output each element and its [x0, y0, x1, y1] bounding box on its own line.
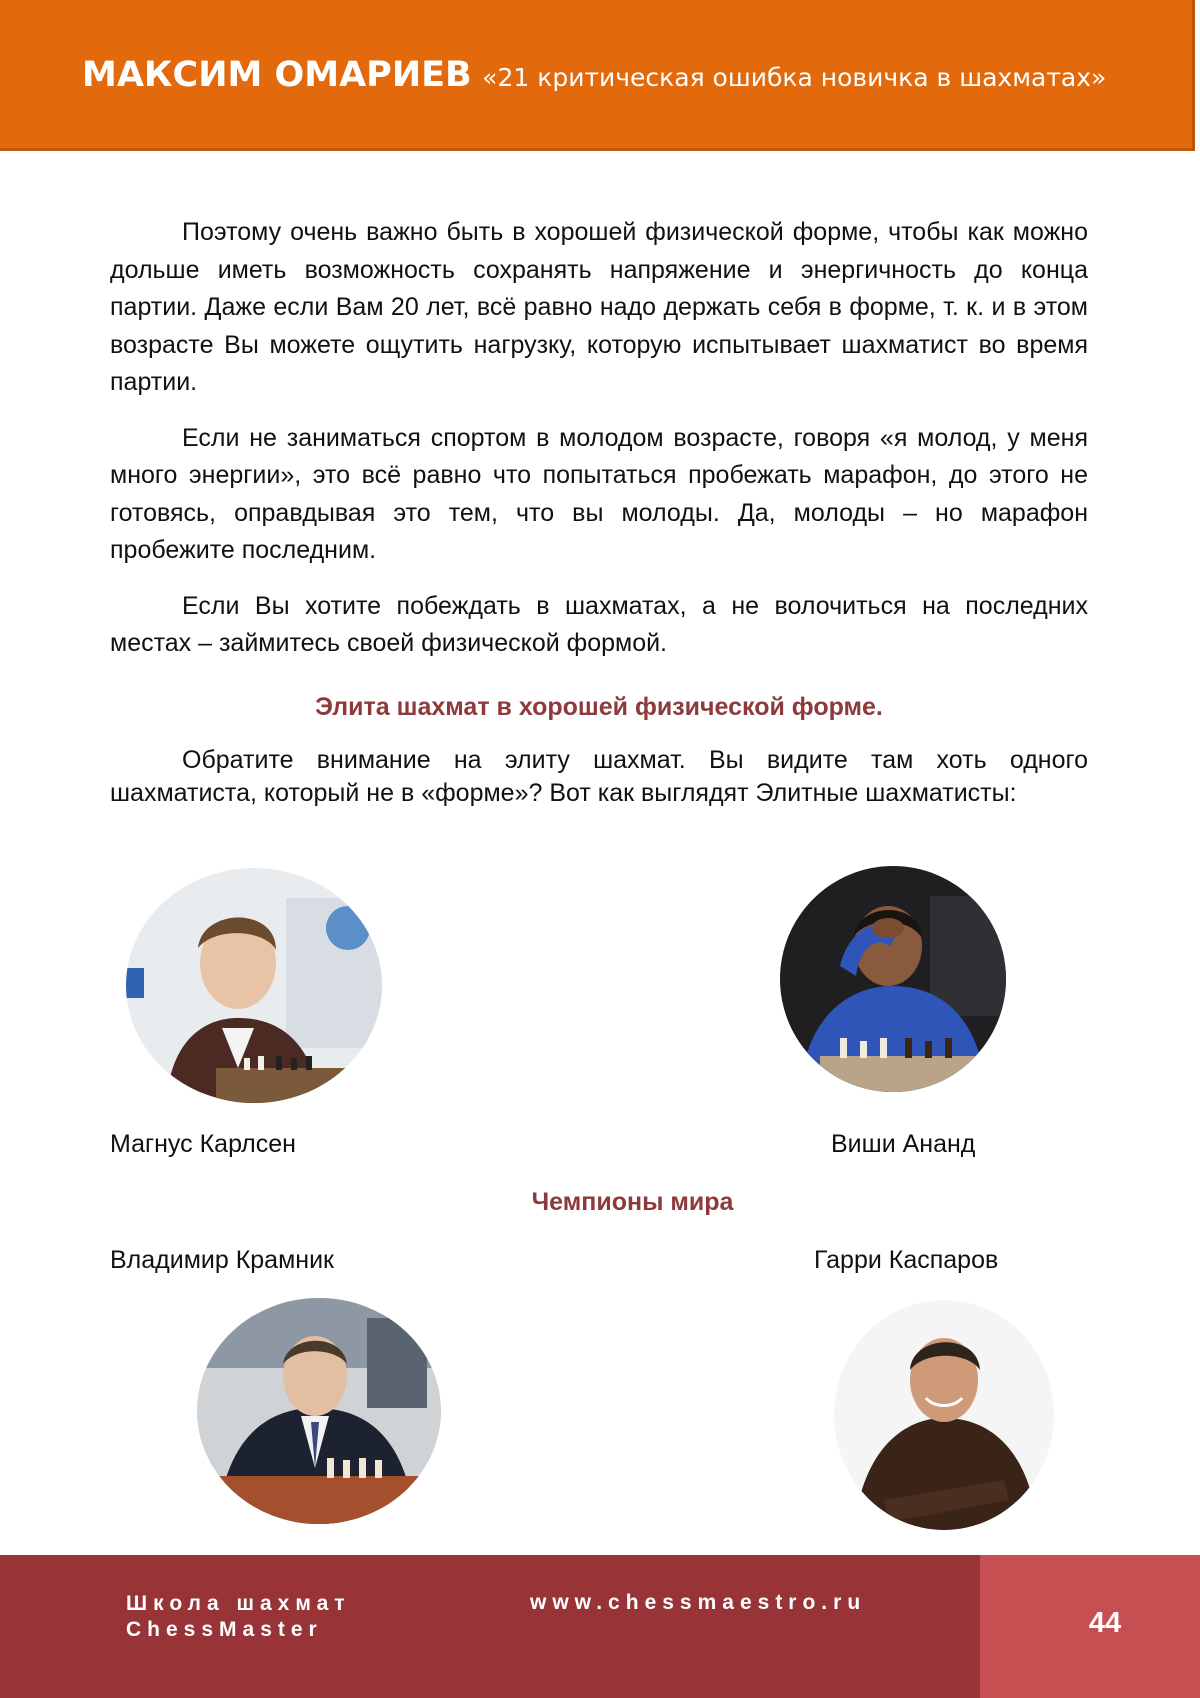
page-number: 44 — [1088, 1607, 1122, 1639]
body-text — [110, 214, 1088, 828]
kasparov-photo — [834, 1300, 1054, 1530]
carlsen-photo — [126, 868, 382, 1103]
school-name: Школа шахмат — [126, 1592, 351, 1615]
footer-school — [126, 1591, 351, 1643]
caption-kasparov: Гарри Каспаров — [814, 1246, 999, 1274]
footer-website-link[interactable]: www.chessmaestro.ru — [530, 1591, 867, 1614]
paragraph-win: Если Вы хотите побеждать в шахматах, а не волочиться на последних местах – займитесь своей физической формой. — [110, 591, 1088, 657]
kramnik-photo — [197, 1298, 441, 1524]
school-brand: ChessMaster — [126, 1618, 323, 1641]
author-name: МАКСИМ ОМАРИЕВ — [82, 55, 472, 95]
caption-kramnik: Владимир Крамник — [110, 1246, 334, 1274]
book-title: «21 критическая ошибка новичка в шахматах» — [482, 63, 1107, 92]
paragraph-marathon: Если не заниматься спортом в молодом возрасте, говоря «я молод, у меня много энергии», это всё равно что попытаться пробежать марафон, до этого не готовясь, оправдывая это тем, что вы молоды. Да, молоды – но марафон пробежите последним. — [110, 423, 1088, 564]
page-header — [0, 0, 1195, 151]
anand-photo — [780, 866, 1006, 1092]
header-title — [82, 55, 1106, 95]
section-heading: Элита шахмат в хорошей физической форме. — [315, 692, 883, 721]
paragraph-fitness: Поэтому очень важно быть в хорошей физической форме, чтобы как можно дольше иметь возможность сохранять напряжение и энергичность до конца партии. Даже если Вам 20 лет, всё равно надо держать себя в форме, т. к. и в этом возрасте Вы можете ощутить нагрузку, которую испытывает шахматист во время партии. — [110, 218, 1088, 396]
paragraph-elite: Обратите внимание на элиту шахмат. Вы видите там хоть одного шахматиста, который не в «форме»? Вот как выглядят Элитные шахматисты: — [110, 745, 1088, 807]
page-footer — [0, 1555, 1200, 1698]
caption-carlsen: Магнус Карлсен — [110, 1130, 296, 1158]
caption-anand: Виши Ананд — [831, 1130, 976, 1158]
page-number-box — [980, 1555, 1200, 1698]
champions-heading: Чемпионы мира — [531, 1188, 734, 1216]
